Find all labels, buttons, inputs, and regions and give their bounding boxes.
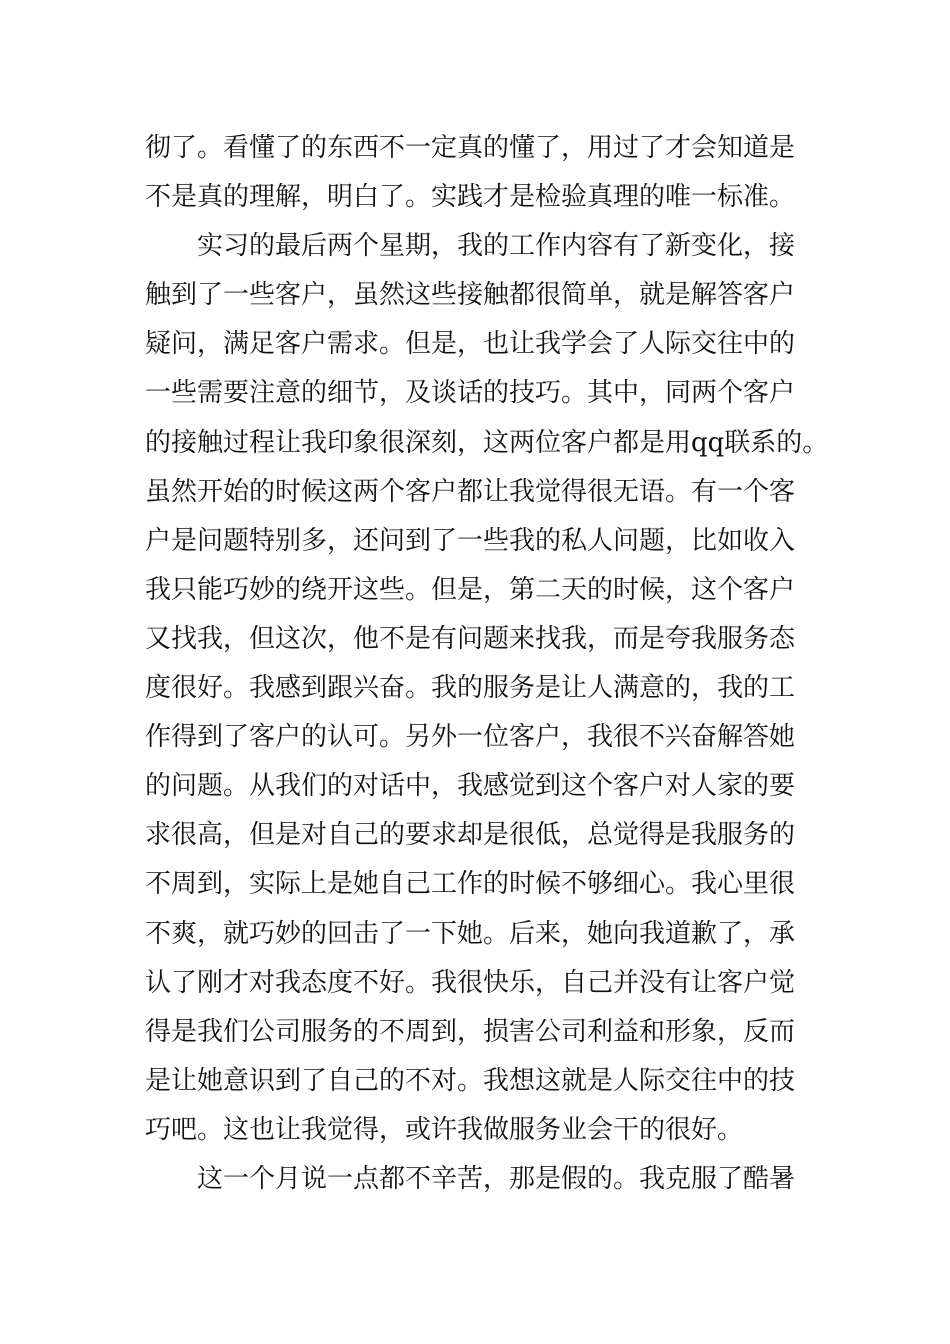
- text-line: 的接触过程让我印象很深刻，这两位客户都是用qq联系的。: [145, 427, 829, 458]
- text-line: 巧吧。这也让我觉得，或许我做服务业会干的很好。: [145, 1114, 744, 1145]
- text-line: 求很高，但是对自己的要求却是很低，总觉得是我服务的: [145, 820, 796, 851]
- text-line: 一些需要注意的细节，及谈话的技巧。其中，同两个客户: [145, 378, 796, 409]
- text-line: 触到了一些客户，虽然这些接触都很简单，就是解答客户: [145, 280, 796, 311]
- text-line: 不爽，就巧妙的回击了一下她。后来，她向我道歉了，承: [145, 918, 796, 949]
- text-line: 疑问，满足客户需求。但是，也让我学会了人际交往中的: [145, 329, 796, 360]
- text-line: 得是我们公司服务的不周到，损害公司利益和形象，反而: [145, 1016, 796, 1047]
- text-line: 作得到了客户的认可。另外一位客户，我很不兴奋解答她: [145, 722, 796, 753]
- text-line: 实习的最后两个星期，我的工作内容有了新变化，接: [197, 231, 796, 262]
- text-line: 是让她意识到了自己的不对。我想这就是人际交往中的技: [145, 1065, 796, 1096]
- body-text: [145, 124, 829, 1204]
- text-line: 又找我，但这次，他不是有问题来找我，而是夸我服务态: [145, 623, 796, 654]
- text-line: 我只能巧妙的绕开这些。但是，第二天的时候，这个客户: [145, 574, 796, 605]
- text-line: 户是问题特别多，还问到了一些我的私人问题，比如收入: [145, 525, 796, 556]
- text-line: 这一个月说一点都不辛苦，那是假的。我克服了酷暑: [197, 1163, 796, 1194]
- text-line: 度很好。我感到跟兴奋。我的服务是让人满意的，我的工: [145, 673, 796, 704]
- text-line: 彻了。看懂了的东西不一定真的懂了，用过了才会知道是: [145, 133, 796, 163]
- text-line: 不是真的理解，明白了。实践才是检验真理的唯一标准。: [145, 182, 796, 213]
- text-line: 虽然开始的时候这两个客户都让我觉得很无语。有一个客: [145, 476, 796, 507]
- text-line: 不周到，实际上是她自己工作的时候不够细心。我心里很: [145, 869, 796, 900]
- text-line: 认了刚才对我态度不好。我很快乐，自己并没有让客户觉: [145, 967, 796, 998]
- text-line: 的问题。从我们的对话中，我感觉到这个客户对人家的要: [145, 771, 796, 802]
